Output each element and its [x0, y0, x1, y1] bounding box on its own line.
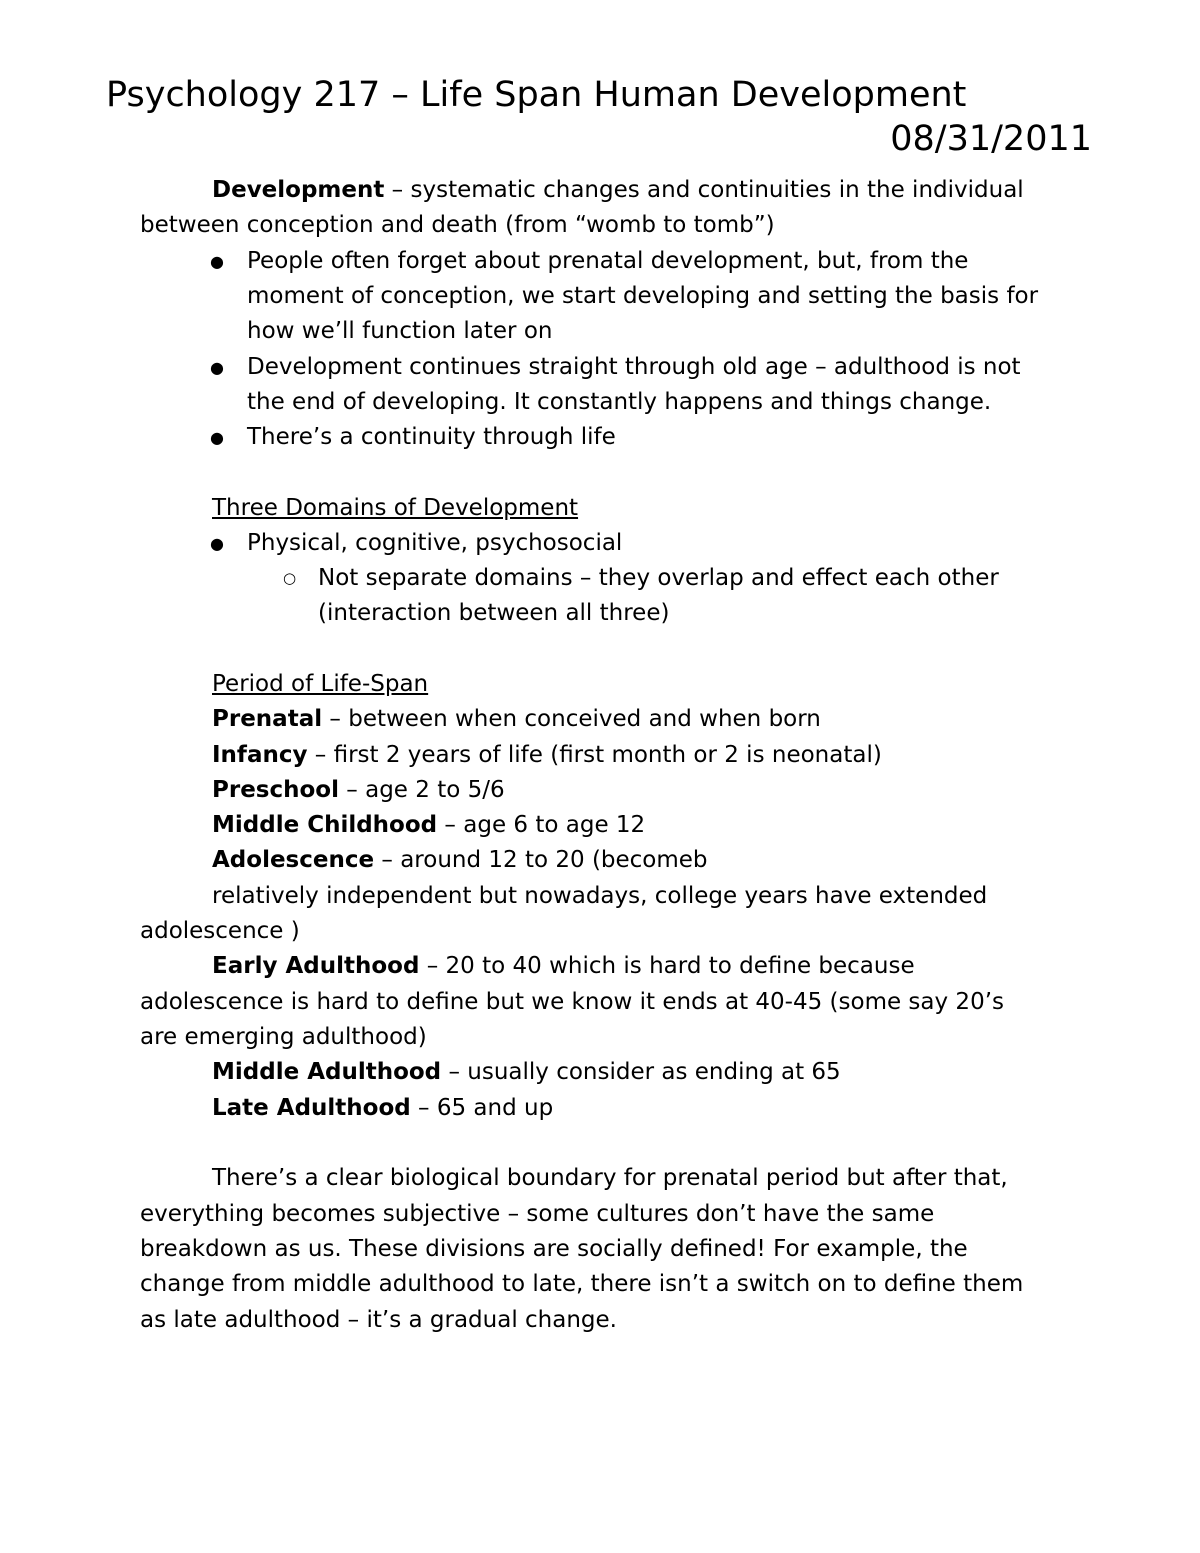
period-term: Infancy [212, 742, 308, 768]
period-term: Late Adulthood [212, 1095, 411, 1121]
closing-paragraph-line: change from middle adulthood to late, there isn’t a switch on to define them [140, 1271, 1024, 1297]
document-date: 08/31/2011 [890, 119, 1092, 159]
period-desc: – 20 to 40 which is hard to define because [419, 953, 915, 979]
sub-bullet-text: Not separate domains – they overlap and effect each other [318, 565, 999, 591]
sub-bullet-text: (interaction between all three) [318, 600, 670, 626]
bullet-text: how we’ll function later on [247, 318, 553, 344]
bullet-icon: ● [210, 534, 224, 553]
bullet-icon: ● [210, 252, 224, 271]
bullet-icon: ● [210, 428, 224, 447]
period-desc: – between when conceived and when born [322, 706, 821, 732]
document-title: Psychology 217 – Life Span Human Development [106, 75, 967, 115]
closing-paragraph-line: There’s a clear biological boundary for prenatal period but after that, [212, 1165, 1008, 1191]
period-term: Adolescence [212, 847, 375, 873]
period-term: Prenatal [212, 706, 323, 732]
bullet-text: Physical, cognitive, psychosocial [247, 530, 623, 556]
hollow-bullet-icon: ○ [283, 569, 297, 587]
closing-paragraph-line: as late adulthood – it’s a gradual change. [140, 1307, 617, 1333]
section-heading-domains: Three Domains of Development [212, 495, 579, 521]
term-development: Development [212, 177, 385, 203]
bullet-text: There’s a continuity through life [247, 424, 616, 450]
period-item [212, 843, 708, 878]
period-item [212, 702, 821, 737]
period-item [212, 773, 505, 808]
period-term: Early Adulthood [212, 953, 420, 979]
period-item [212, 1055, 841, 1090]
closing-paragraph-line: everything becomes subjective – some cultures don’t have the same [140, 1201, 935, 1227]
bullet-text: People often forget about prenatal development, but, from the [247, 248, 969, 274]
period-desc: – first 2 years of life (first month or 2 is neonatal) [307, 742, 882, 768]
period-continuation: adolescence ) [140, 918, 300, 944]
period-desc: – age 2 to 5/6 [338, 777, 505, 803]
period-desc: – 65 and up [410, 1095, 554, 1121]
period-desc: – usually consider as ending at 65 [441, 1059, 841, 1085]
bullet-text: Development continues straight through old age – adulthood is not [247, 354, 1021, 380]
section-heading-periods: Period of Life-Span [212, 671, 429, 697]
period-item [212, 808, 645, 843]
period-item [212, 1091, 553, 1126]
definition-development: – systematic changes and continuities in the individual [384, 177, 1024, 203]
definition-development-cont: between conception and death (from “womb to tomb”) [140, 212, 775, 238]
period-continuation: are emerging adulthood) [140, 1024, 427, 1050]
period-continuation: adolescence is hard to define but we know it ends at 40-45 (some say 20’s [140, 989, 1004, 1015]
closing-paragraph-line: breakdown as us. These divisions are socially defined! For example, the [140, 1236, 968, 1262]
period-continuation: relatively independent but nowadays, college years have extended [212, 883, 988, 909]
period-desc: – around 12 to 20 (becomeb [374, 847, 708, 873]
bullet-text: moment of conception, we start developing and setting the basis for [247, 283, 1039, 309]
period-desc: – age 6 to age 12 [437, 812, 646, 838]
bullet-icon: ● [210, 358, 224, 377]
period-term: Middle Adulthood [212, 1059, 442, 1085]
period-item [212, 949, 915, 984]
bullet-text: the end of developing. It constantly happens and things change. [247, 389, 992, 415]
period-term: Middle Childhood [212, 812, 438, 838]
period-item [212, 738, 882, 773]
period-term: Preschool [212, 777, 339, 803]
development-line [212, 173, 1024, 208]
